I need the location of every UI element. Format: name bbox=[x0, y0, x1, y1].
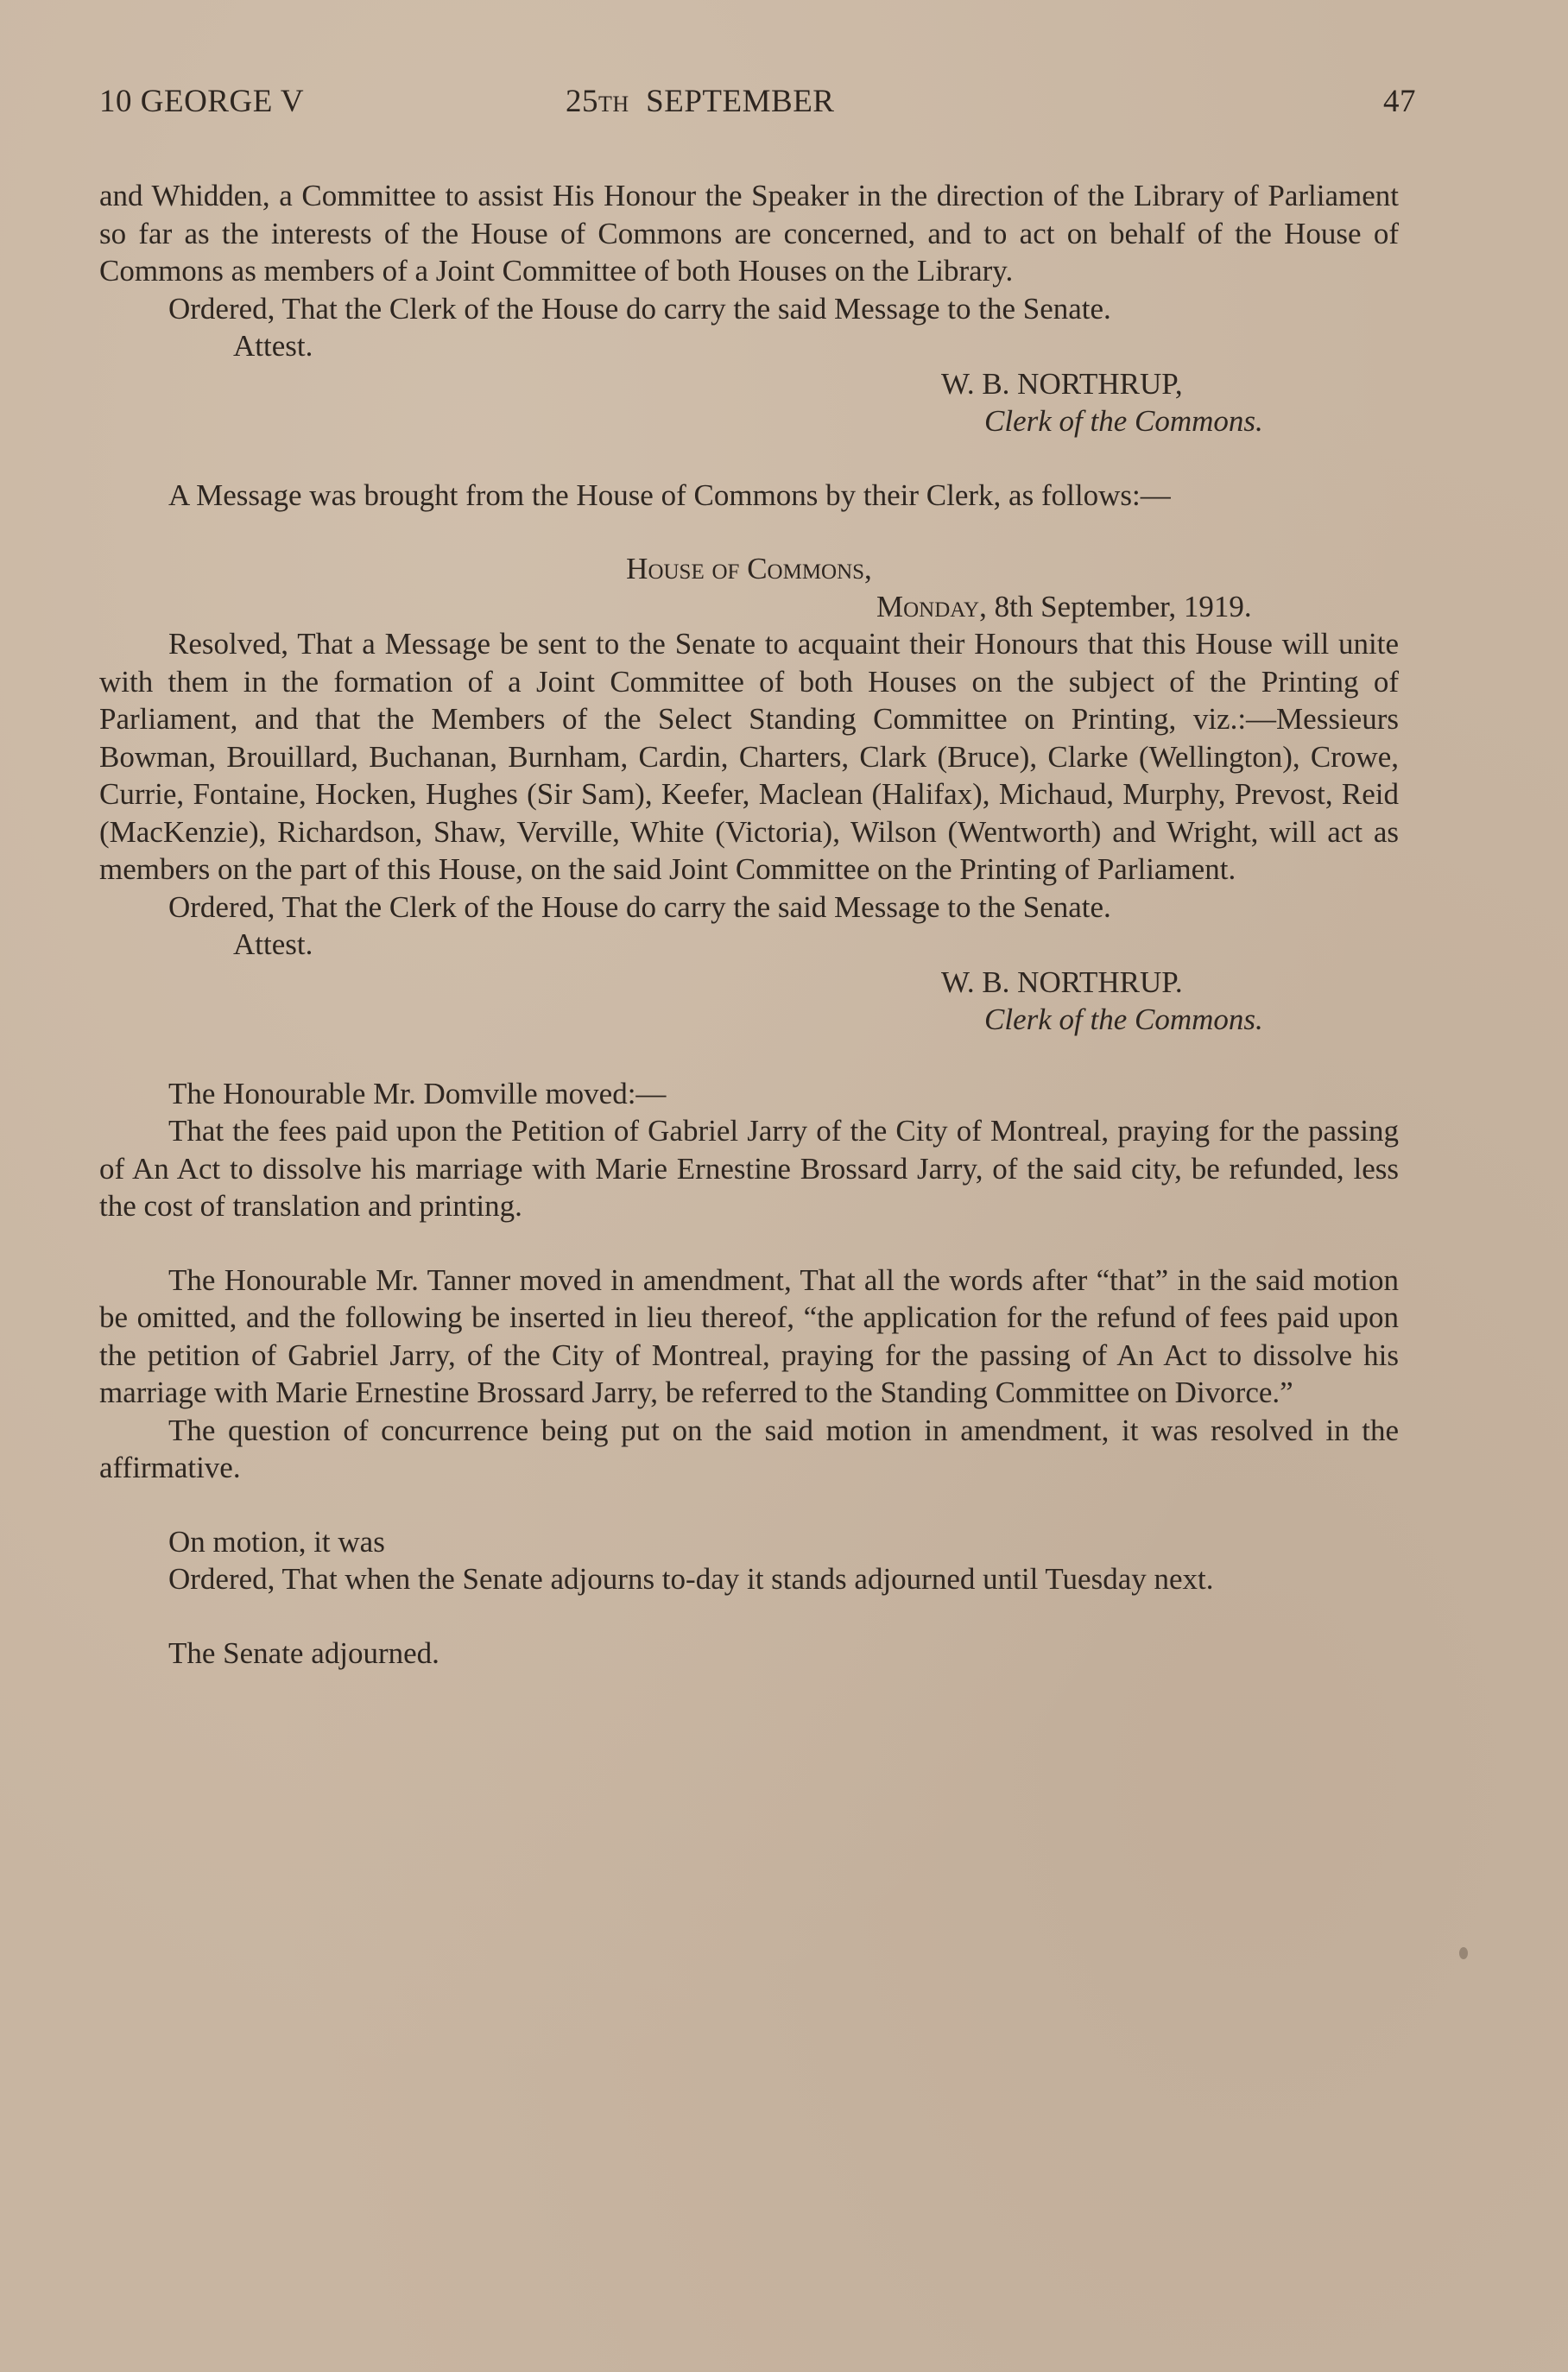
ordered-paragraph-1: Ordered, That the Clerk of the House do carry the said Message to the Senate. bbox=[168, 291, 1111, 326]
concurrence-question: The question of concurrence being put on the said motion in amendment, it was resolved in the affirmative. bbox=[99, 1413, 1399, 1484]
signature-name-1: W. B. NORTHRUP, bbox=[941, 366, 1183, 401]
attest-1: Attest. bbox=[233, 329, 313, 363]
attest-2: Attest. bbox=[233, 927, 313, 961]
message-date-rest: 8th September, 1919. bbox=[994, 589, 1252, 623]
regnal-year: 10 GEORGE V bbox=[99, 84, 305, 119]
ordered-paragraph-2: Ordered, That the Clerk of the House do carry the said Message to the Senate. bbox=[168, 889, 1111, 924]
header-month: SEPTEMBER bbox=[646, 84, 835, 119]
paper-stain bbox=[1459, 1947, 1468, 1959]
header-date bbox=[566, 83, 835, 120]
message-date bbox=[99, 588, 1399, 626]
tanner-amendment: The Honourable Mr. Tanner moved in amendment, That all the words after “that” in the said motion be omitted, and the following be inserted in lieu thereof, “the application for the refund of fees paid upon the petition of Gabriel Jarry, of the City of Montreal, praying for the passing of An Act to dissolve his marriage with Marie Ernestine Brossard Jarry, be referred to the Standing Committee on Divorce.” bbox=[99, 1262, 1399, 1409]
resolved-paragraph: Resolved, That a Message be sent to the Senate to acquaint their Honours that this House will unite with them in the formation of a Joint Committee of both Houses on the subject of the Printing of Parliament, and that the Members of the Select Standing Committee on Printing, viz.:—Messieurs Bowman, Brouillard, Buchanan, Burnham, Cardin, Charters, Clark (Bruce), Clarke (Wellington), Crowe, Currie, Fontaine, Hocken, Hughes (Sir Sam), Keefer, Maclean (Halifax), Michaud, Murphy, Prevost, Reid (MacKenzie), Richardson, Shaw, Verville, White (Victoria), Wilson (Wentworth) and Wright, will act as members on the part of this House, on the said Joint Committee on the Printing of Parliament. bbox=[99, 627, 1399, 886]
header-day: 25th bbox=[566, 84, 629, 119]
on-motion: On motion, it was bbox=[168, 1524, 385, 1559]
domville-moved: The Honourable Mr. Domville moved:— bbox=[168, 1076, 667, 1110]
journal-body bbox=[99, 177, 1399, 1672]
message-date-day: Monday, bbox=[876, 589, 987, 623]
signature-title-1: Clerk of the Commons. bbox=[984, 404, 1263, 438]
house-of-commons-heading: House of Commons, bbox=[626, 552, 872, 585]
page-number: 47 bbox=[1383, 84, 1416, 119]
signature-name-2: W. B. NORTHRUP. bbox=[941, 965, 1183, 999]
adjournment-order: Ordered, That when the Senate adjourns to-day it stands adjourned until Tuesday next. bbox=[168, 1562, 1214, 1596]
library-committee-paragraph: and Whidden, a Committee to assist His Honour the Speaker in the direction of the Library of Parliament so far as the interests of the House of Commons are concerned, and to act on behalf of the House of Commons as members of a Joint Committee of both Houses on the Library. bbox=[99, 179, 1399, 288]
domville-motion: That the fees paid upon the Petition of Gabriel Jarry of the City of Montreal, praying for the passing of An Act to dissolve his marriage with Marie Ernestine Brossard Jarry, of the said city, be refunded, less the cost of translation and printing. bbox=[99, 1114, 1399, 1223]
senate-adjourned: The Senate adjourned. bbox=[168, 1635, 439, 1670]
signature-title-2: Clerk of the Commons. bbox=[984, 1003, 1263, 1036]
running-header bbox=[99, 83, 1416, 135]
message-intro: A Message was brought from the House of Commons by their Clerk, as follows:— bbox=[168, 478, 1171, 512]
